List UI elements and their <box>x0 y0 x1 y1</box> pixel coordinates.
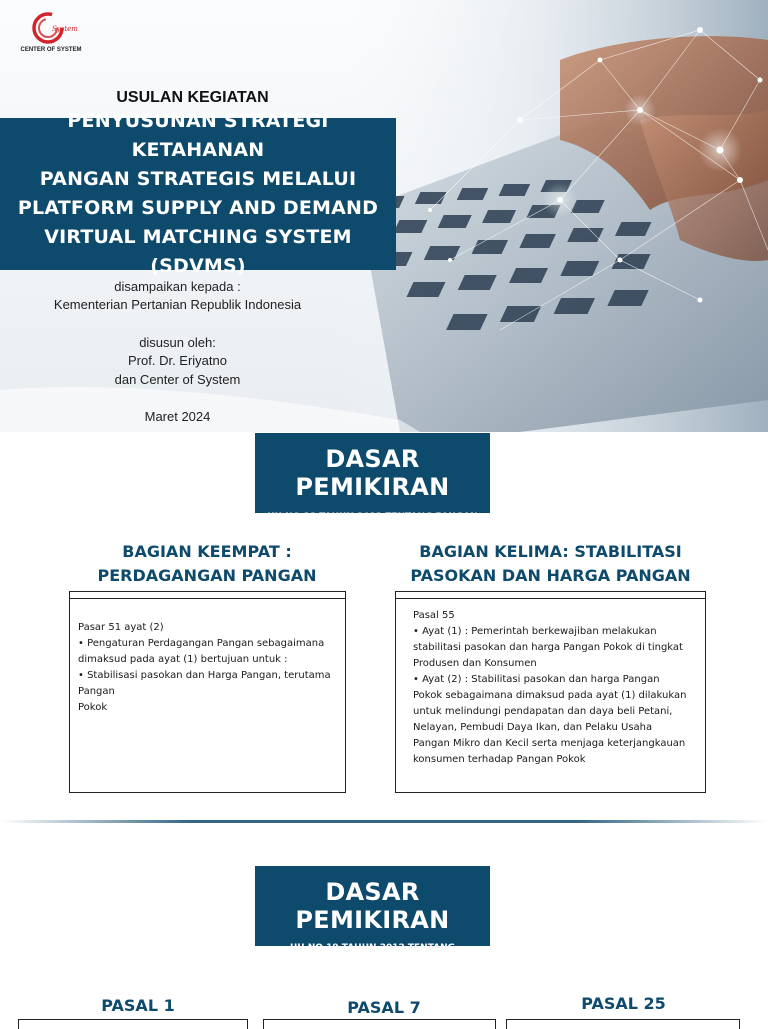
pasal-1-card <box>18 1019 248 1029</box>
cover-page <box>0 0 768 432</box>
pasal-25-heading: PASAL 25 <box>581 994 666 1013</box>
logo-caption: CENTER OF SYSTEM <box>20 47 82 53</box>
cover-kicker: USULAN KEGIATAN <box>116 89 269 106</box>
pasal-25-card <box>506 1019 740 1029</box>
author-name: Prof. Dr. Eriyatno <box>128 353 227 368</box>
cover-title-box <box>0 110 396 277</box>
pasal-1-heading: PASAL 1 <box>101 996 175 1015</box>
section-title: DASAR PEMIKIRAN <box>295 445 450 501</box>
section-header-box <box>255 433 490 522</box>
recipient-label: disampaikan kepada : <box>114 279 241 294</box>
cover-title-line: PENYUSUNAN STRATEGI KETAHANAN <box>67 110 329 161</box>
pasal-55-text: Pasal 55 • Ayat (1) : Pemerintah berkewajiban melakukan stabilitasi pasokan dan harga Pangan Pokok di tingkat Produsen dan Konsumen • Ayat (2) : Stabilitasi pasokan dan harga Pangan Pokok sebagaimana dimaksud pada ayat (1) dilakukan untuk melindungi pendapatan dan daya beli Petani, Nelayan, Pembudi Daya Ikan, dan Pelaku Usaha Pangan Mikro dan Kecil serta menjaga keterjangkauan konsumen terhadap Pangan Pokok <box>413 610 687 765</box>
pasal-51-card <box>69 591 346 793</box>
section-header-box <box>255 866 490 977</box>
right-column-heading: BAGIAN KELIMA: STABILITASI PASOKAN DAN HARGA PANGAN <box>410 542 691 585</box>
logo-ring-icon <box>28 10 78 46</box>
page-divider <box>0 820 768 823</box>
pasal-7-heading: PASAL 7 <box>347 998 421 1017</box>
section-subtitle: UU NO.19 TAHUN 2012 TENTANG PERLINDUNGAN DAN PEMBERDAYAAN PETANI <box>289 943 456 977</box>
section-subtitle: UU NO.18 TAHUN 2012 TENTANG PANGAN <box>267 512 478 522</box>
card-rule <box>70 598 345 599</box>
cover-title-line: PLATFORM SUPPLY AND DEMAND <box>17 197 379 219</box>
pasal-55-card <box>395 591 706 793</box>
left-column-heading: BAGIAN KEEMPAT : PERDAGANGAN PANGAN <box>97 542 317 585</box>
cover-date: Maret 2024 <box>144 409 211 424</box>
card-rule <box>396 598 705 599</box>
author-organization: dan Center of System <box>114 372 241 387</box>
recipient-name: Kementerian Pertanian Republik Indonesia <box>53 297 302 312</box>
cover-title-line: VIRTUAL MATCHING SYSTEM (SDVMS) <box>44 226 352 277</box>
pasal-51-text: Pasar 51 ayat (2) • Pengaturan Perdagangan Pangan sebagaimana dimaksud pada ayat (1) bertujuan untuk : • Stabilisasi pasokan dan Harga Pangan, terutama Pangan Pokok <box>78 622 331 713</box>
cover-title-line: PANGAN STRATEGIS MELALUI <box>39 168 357 190</box>
section-title: DASAR PEMIKIRAN <box>295 878 450 934</box>
center-of-system-logo <box>20 10 82 56</box>
author-label: disusun oleh: <box>139 335 216 350</box>
pasal-7-card <box>263 1019 496 1029</box>
svg-text:System: System <box>52 25 78 33</box>
